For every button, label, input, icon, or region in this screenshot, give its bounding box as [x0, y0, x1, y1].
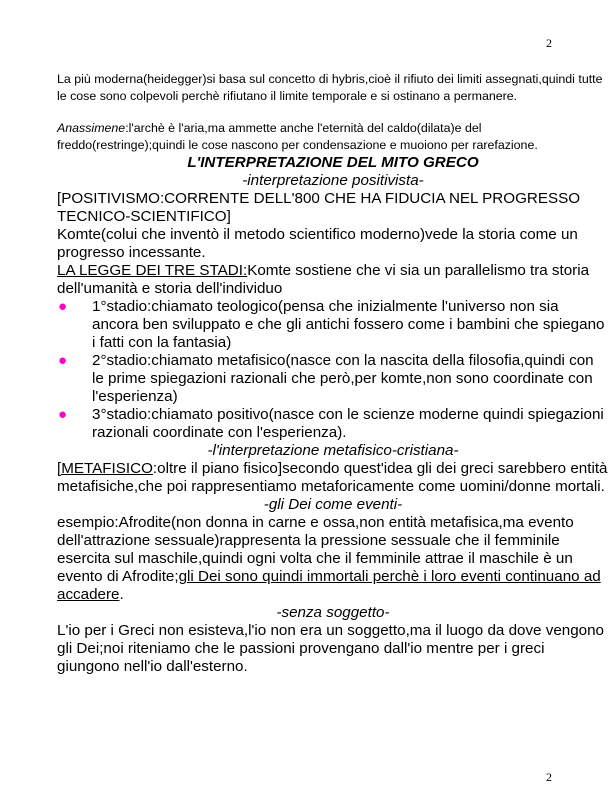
anassimene-name: Anassimene: [57, 121, 126, 135]
eventi-underlined: gli Dei sono quindi immortali perchè i loro eventi continuano ad accadere: [57, 568, 601, 603]
paragraph-heidegger: La più moderna(heidegger)si basa sul concetto di hybris,cioè il rifiuto dei limiti assegnati,quindi tutte le cose sono colpevoli perchè rifiutano il limite temporale e si ostinano a permanere.: [57, 72, 603, 103]
stadio-text: 2°stadio:chiamato metafisico(nasce con la nascita della filosofia,quindi con le prime spiegazioni razionali che però,per komte,non sono coordinate con l'esperienza): [92, 352, 594, 405]
metafisico-text: :oltre il piano fisico]secondo quest'idea gli dei greci sarebbero entità metafisiche,che poi rappresentiamo metaforicamente come uomini/donne mortali.: [57, 460, 608, 495]
document-body: [57, 71, 609, 676]
page-title: L'INTERPRETAZIONE DEL MITO GRECO: [187, 154, 479, 171]
paragraph-eventi: [57, 514, 609, 604]
stadio-text: 3°stadio:chiamato positivo(nasce con le scienze moderne quindi spiegazioni razionali coordinate con l'esperienza).: [92, 406, 604, 441]
eventi-end: .: [119, 586, 124, 603]
list-item: [57, 352, 609, 406]
paragraph-legge: [57, 262, 609, 298]
bullet-icon: ●: [58, 298, 68, 315]
page-number-bottom: 2: [546, 770, 552, 784]
paragraph-gap: [57, 105, 609, 120]
list-item: [57, 406, 609, 442]
subheading-soggetto: -senza soggetto-: [276, 604, 390, 621]
legge-text: Komte sostiene che vi sia un parallelismo tra storia dell'umanità e storia dell'individuo: [57, 262, 590, 297]
page-number-top: 2: [546, 36, 552, 50]
paragraph-positivismo: [POSITIVISMO:CORRENTE DELL'800 CHE HA FIDUCIA NEL PROGRESSO TECNICO-SCIENTIFICO]: [57, 190, 581, 225]
paragraph-soggetto: L'io per i Greci non esisteva,l'io non era un soggetto,ma il luogo da dove vengono gli Dei;noi riteniamo che le passioni provengano dall'io mentre per i greci giungono nell'io dall'esterno.: [57, 622, 604, 675]
stadio-text: 1°stadio:chiamato teologico(pensa che inizialmente l'universo non sia ancora ben sviluppato e che gli antichi fossero come i bambini che spiegano i fatti con la fantasia): [92, 298, 605, 351]
paragraph-metafisico: [57, 460, 609, 496]
paragraph-komte: Komte(colui che inventò il metodo scientifico moderno)vede la storia come un progresso incessante.: [57, 226, 578, 261]
eventi-text: esempio:Afrodite(non donna in carne e ossa,non entità metafisica,ma evento dell'attrazione sessuale)rappresenta la pressione sessuale che il femminile esercita sul maschile,quindi ogni volta che il femminile attrae il maschile è un evento di Afrodite;: [57, 514, 574, 585]
legge-label: LA LEGGE DEI TRE STADI:: [57, 262, 248, 279]
subheading-metafisico: -l'interpretazione metafisico-cristiana-: [207, 442, 459, 459]
metafisico-label: [METAFISICO: [57, 460, 153, 477]
anassimene-text: :l'archè è l'aria,ma ammette anche l'eternità del caldo(dilata)e del freddo(restringe);quindi le cose nascono per condensazione e muoiono per rarefazione.: [57, 121, 538, 152]
paragraph-anassimene: [57, 120, 609, 154]
subheading-positivista: -interpretazione positivista-: [242, 172, 424, 189]
stadi-list: [57, 298, 609, 442]
list-item: [57, 298, 609, 352]
subheading-eventi: -gli Dei come eventi-: [263, 496, 403, 513]
bullet-icon: ●: [58, 352, 68, 369]
bullet-icon: ●: [58, 406, 68, 423]
